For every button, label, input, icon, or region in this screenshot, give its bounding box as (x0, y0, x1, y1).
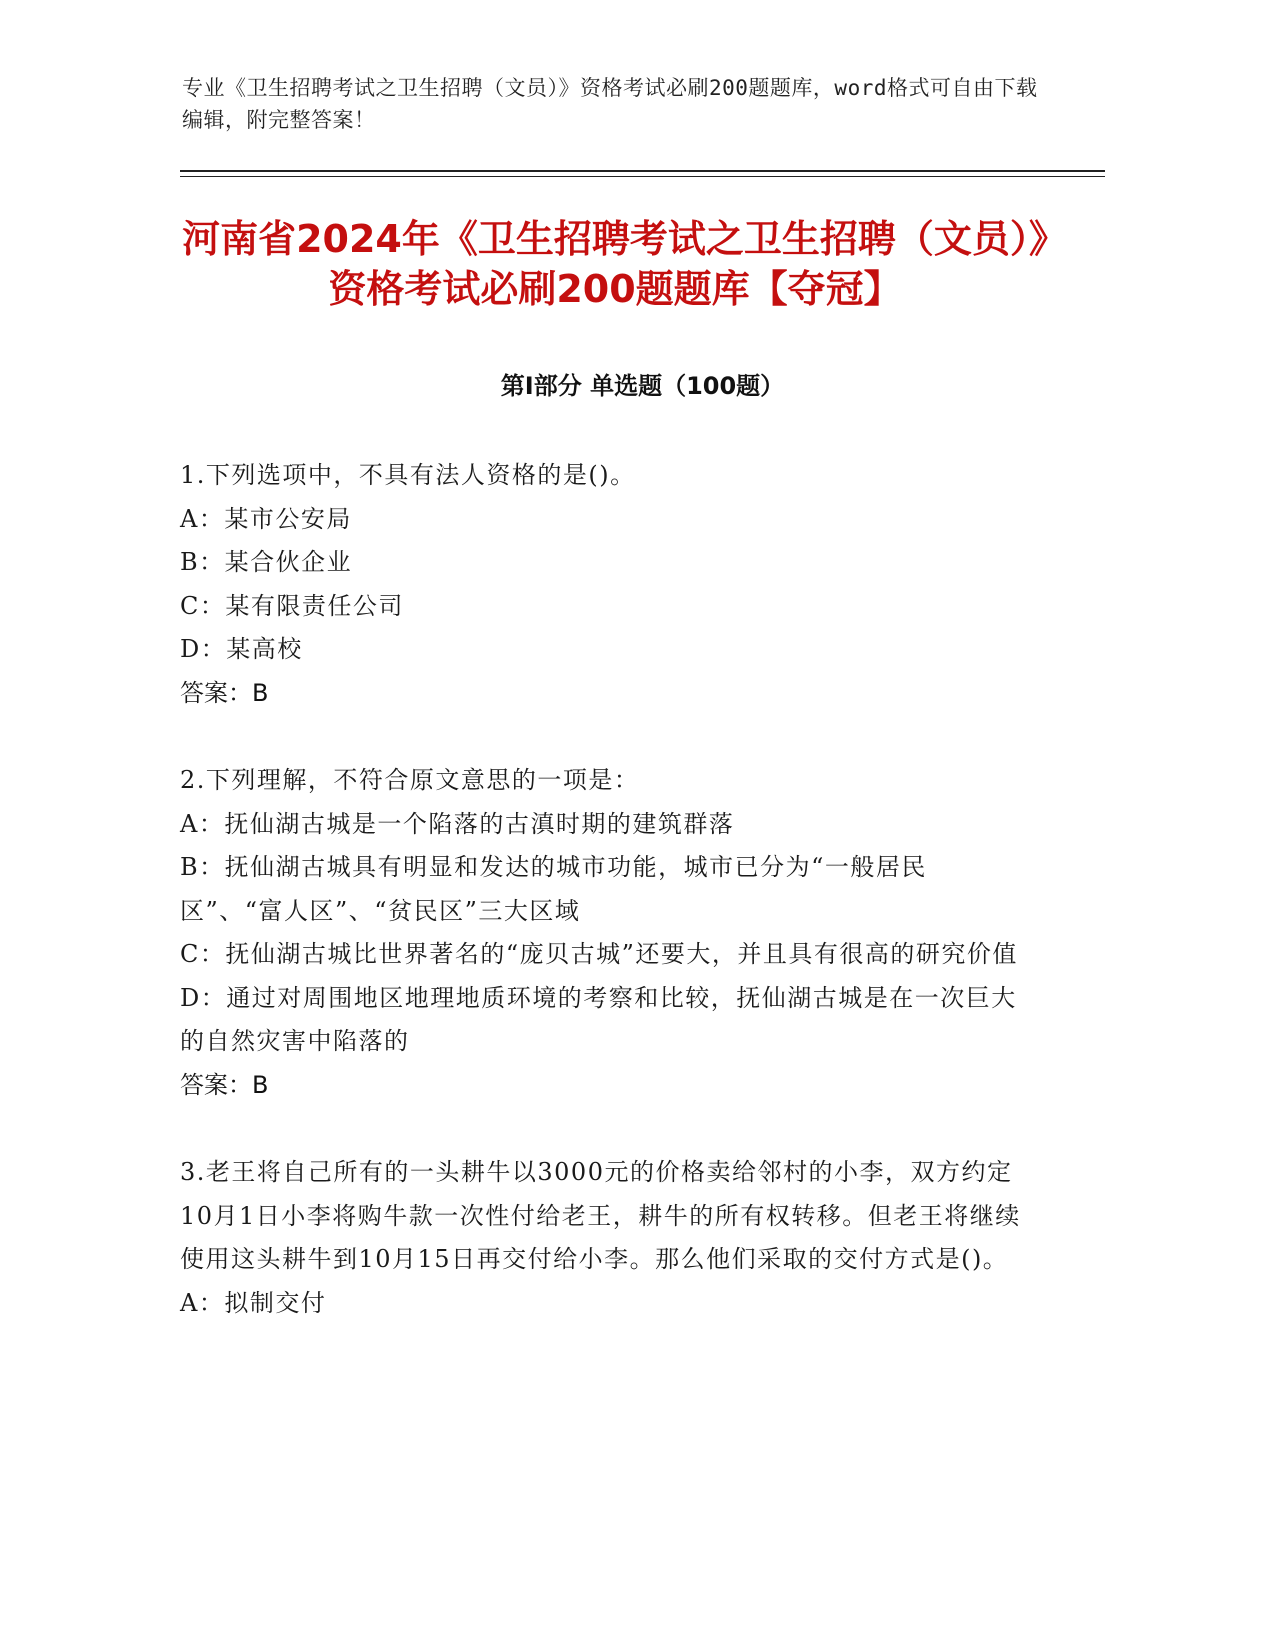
section-title: 第Ⅰ部分 单选题（100题） (500, 372, 785, 400)
header-rule-thin (180, 176, 1105, 177)
option-c: C：抚仙湖古城比世界著名的“庞贝古城”还要大，并且具有很高的研究价值 (180, 940, 1018, 968)
answer-text: 答案：B (180, 1070, 269, 1099)
question-stem: 2.下列理解，不符合原文意思的一项是： (180, 766, 640, 794)
option-c: C：某有限责任公司 (180, 591, 404, 620)
question-1 (180, 454, 1030, 715)
option-a: A：拟制交付 (180, 1288, 327, 1317)
option-a: A：抚仙湖古城是一个陷落的古滇时期的建筑群落 (180, 809, 735, 838)
option-d: D：某高校 (180, 635, 303, 663)
option-b: B：抚仙湖古城具有明显和发达的城市功能，城市已分为“一般居民区”、“富人区”、“贫民区”三大区域 (180, 853, 927, 925)
question-2 (180, 759, 1030, 1107)
answer-text: 答案：B (180, 678, 269, 707)
question-stem: 3.老王将自己所有的一头耕牛以3000元的价格卖给邻村的小李，双方约定10月1日小李将购牛款一次性付给老王，耕牛的所有权转移。但老王将继续使用这头耕牛到10月15日再交付给小李。那么他们采取的交付方式是()。 (180, 1158, 1021, 1273)
question-stem: 1.下列选项中，不具有法人资格的是()。 (180, 461, 636, 489)
header-note: 专业《卫生招聘考试之卫生招聘（文员）》资格考试必刷200题题库，word格式可自由下载编辑，附完整答案！ (182, 76, 1038, 132)
option-d: D：通过对周围地区地理地质环境的考察和比较，抚仙湖古城是在一次巨大的自然灾害中陷落的 (180, 983, 1017, 1055)
header-rule-thick (180, 170, 1105, 172)
option-b: B：某合伙企业 (180, 548, 353, 576)
question-list (180, 454, 1030, 1369)
document-title: 河南省2024年《卫生招聘考试之卫生招聘（文员）》资格考试必刷200题题库【夺冠】 (182, 217, 1048, 311)
option-a: A：某市公安局 (180, 504, 352, 533)
question-3 (180, 1151, 1030, 1325)
